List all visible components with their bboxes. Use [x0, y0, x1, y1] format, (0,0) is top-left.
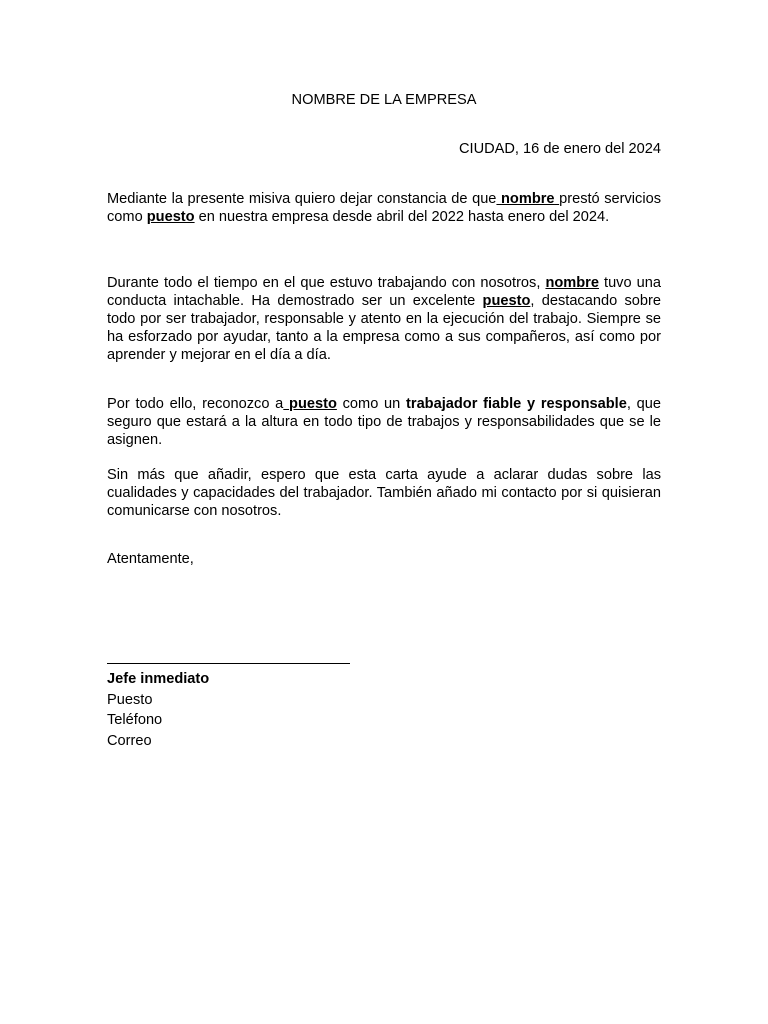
- p1-text-3: en nuestra empresa desde abril del 2022 hasta enero del 2024.: [194, 209, 610, 225]
- p3-text-3: , que seguro que estará a la altura en todo tipo de trabajos y responsabilidades que se le asignen.: [107, 396, 661, 448]
- signer-title: Jefe inmediato: [107, 671, 210, 687]
- paragraph-recognition: [107, 395, 661, 449]
- p2-text-1: Durante todo el tiempo en el que estuvo trabajando con nosotros,: [107, 275, 546, 291]
- p2-text-3: , destacando sobre todo por ser trabajador, responsable y atento en la ejecución del trabajo. Siempre se ha esforzado por ayudar, tanto a la empresa como a sus compañeros, así como por aprender y mejorar en el día a día.: [107, 293, 661, 363]
- p2-text-2: tuvo una conducta intachable. Ha demostrado ser un excelente: [107, 275, 661, 309]
- p1-text-1: Mediante la presente misiva quiero dejar constancia de que: [107, 191, 497, 207]
- bold-phrase: trabajador fiable y responsable: [406, 396, 627, 412]
- paragraph-conduct: [107, 274, 661, 364]
- placeholder-name: nombre: [545, 275, 599, 291]
- placeholder-role: puesto: [482, 293, 531, 309]
- placeholder-name: nombre: [501, 191, 555, 207]
- signature-line: [107, 663, 350, 664]
- placeholder-role: puesto: [146, 209, 195, 225]
- p3-text-2: como un: [336, 396, 407, 412]
- p3-text-1: Por todo ello, reconozco a: [107, 396, 284, 412]
- signer-phone: Teléfono: [107, 712, 163, 728]
- placeholder-role: puesto: [289, 396, 337, 412]
- company-name: NOMBRE DE LA EMPRESA: [291, 92, 477, 108]
- signer-email: Correo: [107, 732, 152, 749]
- date-line: CIUDAD, 16 de enero del 2024: [458, 141, 661, 157]
- signer-position: Puesto: [107, 691, 153, 708]
- closing-salutation: Atentamente,: [107, 551, 194, 567]
- signature-block: [107, 669, 209, 751]
- p1-text-2: prestó servicios como: [107, 191, 661, 225]
- paragraph-service-period: [107, 190, 661, 226]
- paragraph-closing-remarks: Sin más que añadir, espero que esta carta ayude a aclarar dudas sobre las cualidades y capacidades del trabajador. También añado mi contacto por si quisieran comunicarse con nosotros.: [107, 467, 661, 519]
